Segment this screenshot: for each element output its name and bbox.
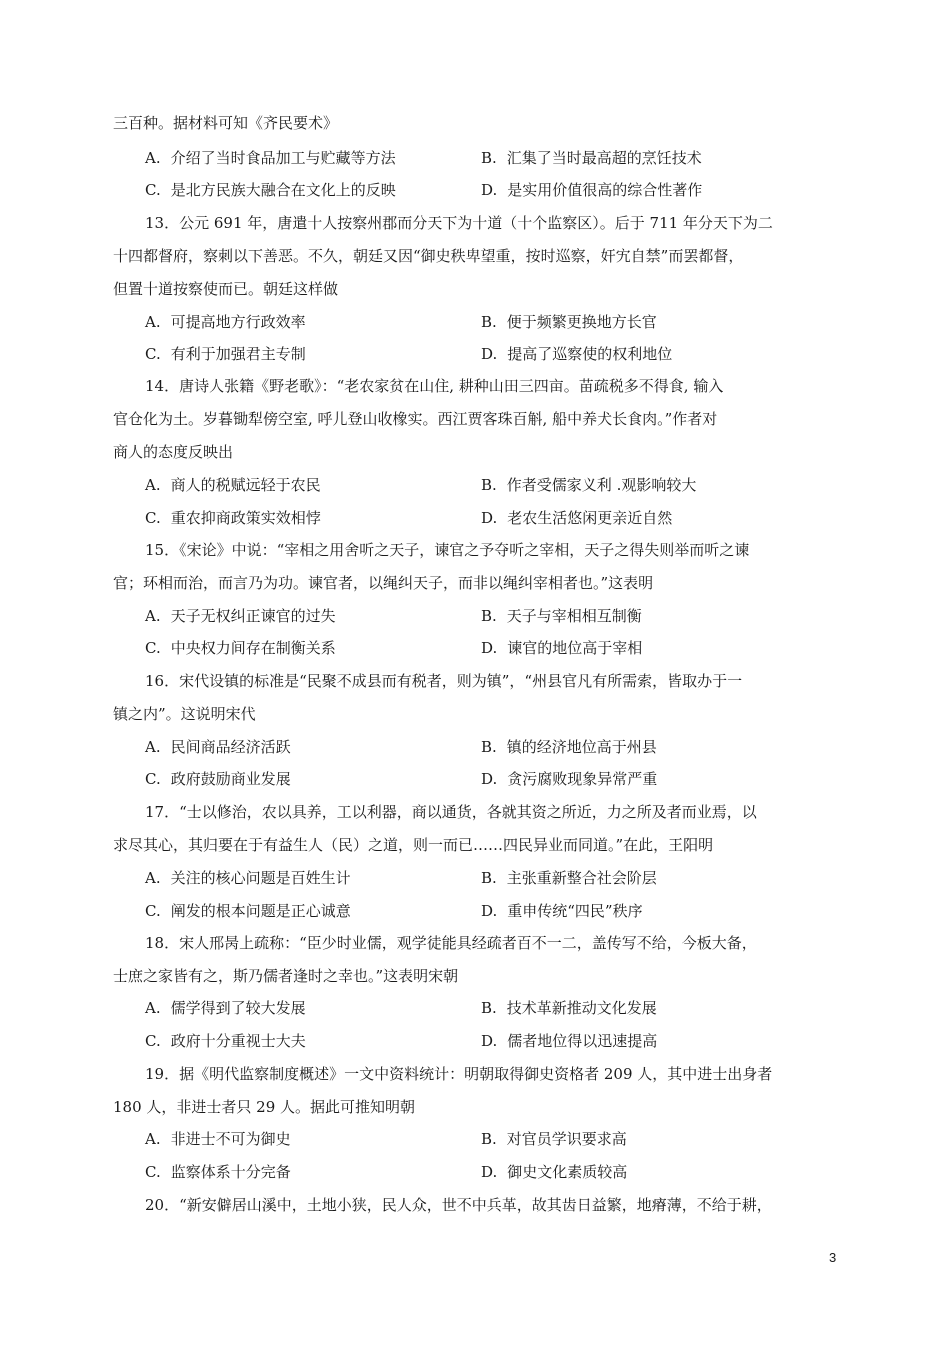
- q17-option-c: [145, 901, 351, 921]
- option-text: 老农生活悠闲更亲近自然: [507, 509, 673, 527]
- q16-option-d: [481, 769, 657, 789]
- option-text: 重农抑商政策实效相悖: [170, 509, 321, 527]
- option-key: A.: [145, 476, 161, 494]
- option-text: 汇集了当时最高超的烹饪技术: [506, 149, 702, 167]
- q16-option-a: [145, 737, 291, 757]
- question-13-stem-line-1: 13．公元 691 年，唐遣十人按察州郡而分天下为十道（十个监察区）。后于 711 年分天下为二: [145, 214, 773, 232]
- option-text: 阐发的根本问题是正心诚意: [170, 902, 351, 920]
- option-text: 技术革新推动文化发展: [506, 999, 657, 1017]
- q19-option-b: [481, 1129, 627, 1149]
- option-key: D.: [481, 902, 498, 920]
- option-key: C.: [145, 639, 161, 657]
- option-text: 谏官的地位高于宰相: [507, 639, 643, 657]
- option-text: 儒者地位得以迅速提高: [507, 1032, 658, 1050]
- question-18-stem-line-1: 18．宋人邢昺上疏称：“臣少时业儒，观学徒能具经疏者百不一二，盖传写不给，今板大备，: [145, 934, 757, 952]
- question-19-stem-line-1: 19．据《明代监察制度概述》一文中资料统计：明朝取得御史资格者 209 人，其中进士出身者: [145, 1065, 773, 1083]
- option-text: 贪污腐败现象异常严重: [507, 770, 658, 788]
- option-key: B.: [481, 476, 497, 494]
- question-19-stem-line-2: 180 人，非进士者只 29 人。据此可推知明朝: [113, 1098, 416, 1116]
- option-key: B.: [481, 1130, 497, 1148]
- option-text: 御史文化素质较高: [507, 1163, 628, 1181]
- option-key: A.: [145, 149, 161, 167]
- q19-option-d: [481, 1162, 627, 1182]
- q17-option-b: [481, 868, 657, 888]
- q15-option-c: [145, 638, 336, 658]
- option-key: B.: [481, 738, 497, 756]
- option-key: A.: [145, 869, 161, 887]
- option-key: A.: [145, 313, 161, 331]
- option-text: 政府十分重视士大夫: [170, 1032, 306, 1050]
- q15-option-b: [481, 606, 642, 626]
- option-key: C.: [145, 770, 161, 788]
- option-key: D.: [481, 770, 498, 788]
- question-17-stem-line-1: 17．“士以修治，农以具养，工以利器，商以通货，各就其资之所近，力之所及者而业焉，以: [145, 803, 757, 821]
- option-key: D.: [481, 345, 498, 363]
- option-text: 政府鼓励商业发展: [170, 770, 291, 788]
- option-text: 民间商品经济活跃: [170, 738, 291, 756]
- option-key: B.: [481, 313, 497, 331]
- option-key: C.: [145, 902, 161, 920]
- option-text: 天子无权纠正谏官的过失: [170, 607, 336, 625]
- question-20-stem-line-1: 20．“新安僻居山溪中，土地小狭，民人众，世不中兵革，故其齿日益繁，地瘠薄，不给于耕，: [145, 1196, 772, 1214]
- q12-option-b: [481, 148, 702, 168]
- option-key: A.: [145, 999, 161, 1017]
- option-key: A.: [145, 738, 161, 756]
- option-text: 对官员学识要求高: [506, 1130, 627, 1148]
- question-13-stem-line-2: 十四都督府，察刺以下善恶。不久，朝廷又因“御史秩卑望重，按时巡察，奸宄自禁”而罢都督，: [113, 247, 744, 265]
- option-key: C.: [145, 1032, 161, 1050]
- q18-option-c: [145, 1031, 306, 1051]
- question-18-stem-line-2: 士庶之家皆有之，斯乃儒者逢时之幸也。”这表明宋朝: [113, 967, 459, 985]
- option-key: B.: [481, 869, 497, 887]
- option-key: C.: [145, 1163, 161, 1181]
- option-key: C.: [145, 345, 161, 363]
- option-text: 镇的经济地位高于州县: [506, 738, 657, 756]
- q12-option-d: [481, 180, 702, 200]
- q13-option-a: [145, 312, 306, 332]
- q16-option-b: [481, 737, 657, 757]
- question-16-stem-line-2: 镇之内”。这说明宋代: [113, 705, 256, 723]
- q12-option-c: [145, 180, 396, 200]
- q18-option-b: [481, 998, 657, 1018]
- option-text: 便于频繁更换地方长官: [506, 313, 657, 331]
- q14-option-d: [481, 508, 672, 528]
- q14-option-c: [145, 508, 321, 528]
- q14-option-b: [481, 475, 696, 495]
- option-key: B.: [481, 999, 497, 1017]
- option-key: D.: [481, 1163, 498, 1181]
- option-text: 儒学得到了较大发展: [170, 999, 306, 1017]
- question-17-stem-line-2: 求尽其心，其归要在于有益生人（民）之道，则一而已……四民异业而同道。”在此，王阳明: [113, 836, 714, 854]
- q18-option-d: [481, 1031, 657, 1051]
- question-14-stem-line-1: 14．唐诗人张籍《野老歌》：“老农家贫在山住, 耕种山田三四亩。苗疏税多不得食, 输入: [145, 377, 724, 395]
- option-key: C.: [145, 181, 161, 199]
- option-key: B.: [481, 149, 497, 167]
- question-13-stem-line-3: 但置十道按察使而已。朝廷这样做: [113, 280, 339, 298]
- option-key: A.: [145, 607, 161, 625]
- option-key: D.: [481, 1032, 498, 1050]
- option-text: 商人的税赋远轻于农民: [170, 476, 321, 494]
- option-text: 可提高地方行政效率: [170, 313, 306, 331]
- option-text: 有利于加强君主专制: [170, 345, 306, 363]
- option-text: 天子与宰相相互制衡: [506, 607, 642, 625]
- option-text: 介绍了当时食品加工与贮藏等方法: [170, 149, 396, 167]
- q15-option-a: [145, 606, 336, 626]
- option-text: 主张重新整合社会阶层: [506, 869, 657, 887]
- question-12-tail: 三百种。据材料可知《齐民要术》: [113, 114, 339, 132]
- option-text: 提高了巡察使的权利地位: [507, 345, 673, 363]
- option-text: 是实用价值很高的综合性著作: [507, 181, 703, 199]
- option-key: D.: [481, 181, 498, 199]
- page-number: 3: [829, 1250, 837, 1265]
- q12-option-a: [145, 148, 396, 168]
- option-text: 作者受儒家义利 .观影响较大: [506, 476, 697, 494]
- question-16-stem-line-1: 16．宋代设镇的标准是“民聚不成县而有税者，则为镇”，“州县官凡有所需索，皆取办于一: [145, 672, 743, 690]
- q17-option-d: [481, 901, 643, 921]
- question-15-stem-line-2: 官；环相而治，而言乃为功。谏官者，以绳纠天子，而非以绳纠宰相者也。”这表明: [113, 574, 654, 592]
- option-key: D.: [481, 639, 498, 657]
- option-text: 关注的核心问题是百姓生计: [170, 869, 351, 887]
- question-15-stem-line-1: 15．《宋论》中说：“宰相之用舍听之天子，谏官之予夺听之宰相，天子之得失则举而听之谏: [145, 541, 750, 559]
- q13-option-b: [481, 312, 657, 332]
- option-text: 中央权力间存在制衡关系: [170, 639, 336, 657]
- option-key: C.: [145, 509, 161, 527]
- question-14-stem-line-3: 商人的态度反映出: [113, 443, 234, 461]
- option-text: 重申传统“四民”秩序: [507, 902, 643, 920]
- option-text: 是北方民族大融合在文化上的反映: [170, 181, 396, 199]
- option-key: B.: [481, 607, 497, 625]
- q18-option-a: [145, 998, 306, 1018]
- option-key: D.: [481, 509, 498, 527]
- option-text: 监察体系十分完备: [170, 1163, 291, 1181]
- q13-option-c: [145, 344, 306, 364]
- question-14-stem-line-2: 官仓化为土。岁暮锄犁傍空室, 呼儿登山收橡实。西江贾客珠百斛, 船中养犬长食肉。”作者对: [113, 410, 718, 428]
- q16-option-c: [145, 769, 291, 789]
- q13-option-d: [481, 344, 672, 364]
- option-text: 非进士不可为御史: [170, 1130, 291, 1148]
- q17-option-a: [145, 868, 351, 888]
- q15-option-d: [481, 638, 642, 658]
- q19-option-c: [145, 1162, 291, 1182]
- option-key: A.: [145, 1130, 161, 1148]
- q19-option-a: [145, 1129, 291, 1149]
- q14-option-a: [145, 475, 321, 495]
